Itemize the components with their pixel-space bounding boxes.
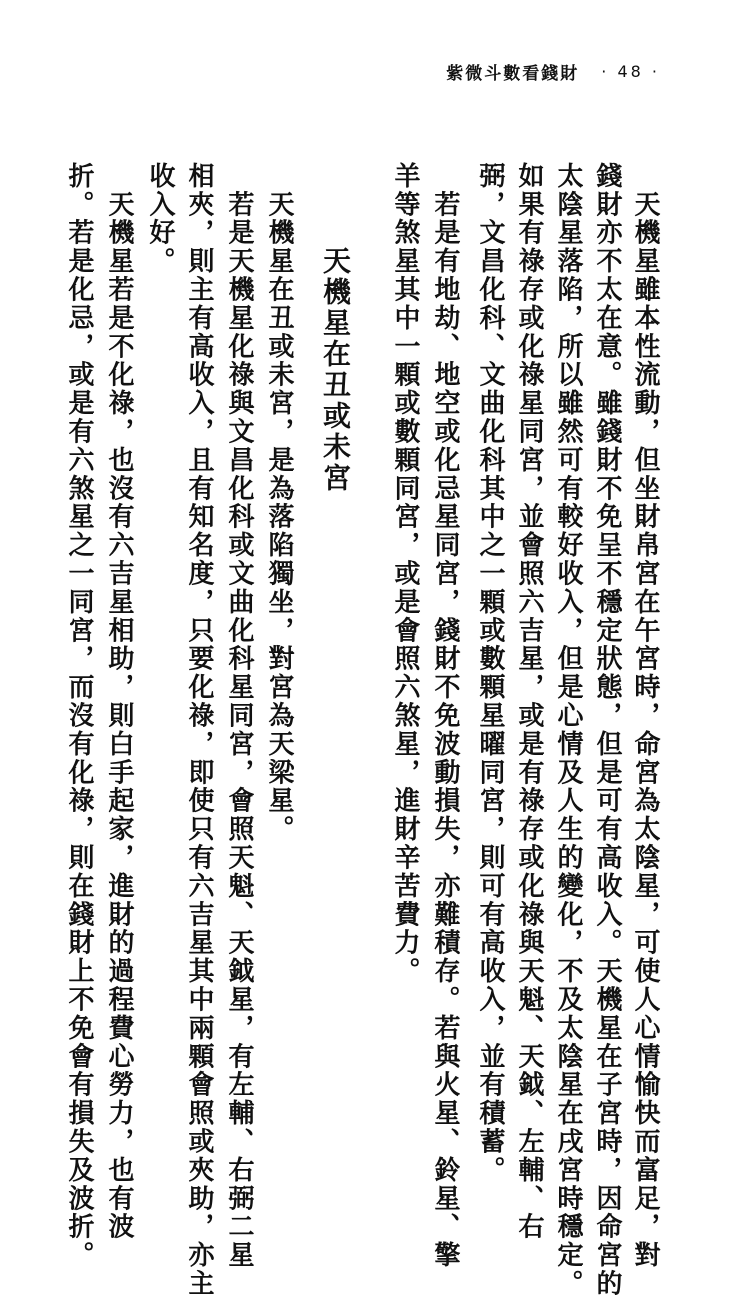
text-column-4: 如果有祿存或化祿星同宮，並會照六吉星，或是有祿存或化祿與天魁、天鉞、左輔、右 [514,162,544,1242]
text-column-10: 相夾，則主有高收入，且有知名度，只要化祿，即使只有六吉星其中兩顆會照或夾助，亦主 [184,162,214,1298]
text-column-12: 天機星若是不化祿，也沒有六吉星相助，則白手起家，進財的過程費心勞力，也有波 [104,162,134,1242]
page-number: · 48 · [601,61,660,81]
running-header [420,56,660,86]
book-title: 紫微斗數看錢財 [446,63,580,84]
text-column-11: 收入好。 [145,162,175,276]
text-column-13: 折。若是化忌，或是有六煞星之一同宮，而沒有化祿，則在錢財上不免會有損失及波折。 [64,162,94,1270]
section-heading: 天機星在丑或未宮 [319,246,352,494]
text-column-7: 羊等煞星其中一顆或數顆同宮，或是會照六煞星，進財辛苦費力。 [390,162,420,986]
text-column-2: 錢財亦不太在意。雖錢財不免呈不穩定狀態，但是可有高收入。天機星在子宮時，因命宮的 [592,162,622,1298]
text-column-1: 天機星雖本性流動，但坐財帛宮在午宮時，命宮為太陰星，可使人心情愉快而富足，對 [630,162,660,1270]
text-column-6: 若是有地劫、地空或化忌星同宮，錢財不免波動損失，亦難積存。若與火星、鈴星、擎 [430,162,460,1270]
text-column-3: 太陰星落陷，所以雖然可有較好收入，但是心情及人生的變化，不及太陰星在戌宮時穩定。 [553,162,583,1298]
text-column-8: 天機星在丑或未宮，是為落陷獨坐，對宮為天梁星。 [264,162,294,844]
text-column-5: 弼，文昌化科、文曲化科其中之一顆或數顆星曜同宮，則可有高收入，並有積蓄。 [475,162,505,1185]
text-column-9: 若是天機星化祿與文昌化科或文曲化科星同宮，會照天魁、天鉞星，有左輔、右弼二星 [224,162,254,1270]
